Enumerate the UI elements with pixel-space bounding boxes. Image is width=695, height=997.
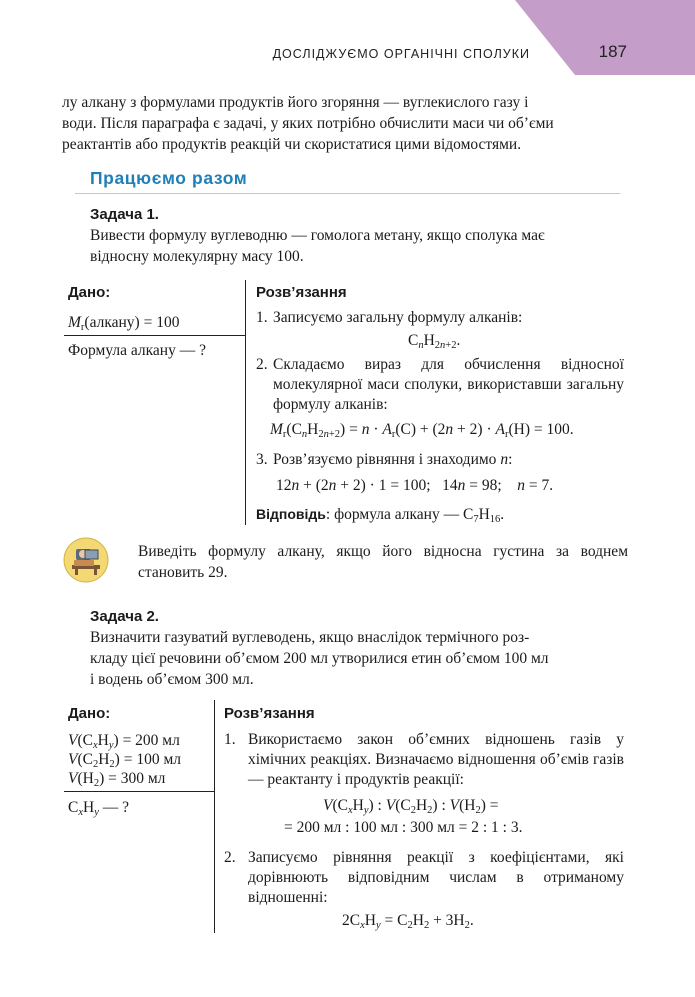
task1-solution-label: Розв’язання	[256, 284, 347, 301]
task1-title: Задача 1.	[90, 206, 159, 223]
task1-vertical-divider	[245, 280, 246, 525]
task2-line-1: Визначити газуватий вуглеводень, якщо внаслідок термічного роз-	[90, 629, 530, 646]
task1-solve-equation: 12n + (2n + 2) · 1 = 100; 14n = 98; n = 7.	[276, 477, 554, 494]
task2-line-2: кладу цієї речовини об’ємом 200 мл утворилися етин об’ємом 100 мл	[90, 650, 549, 667]
task2-reaction-equation: $2C_xH_y = C_2H_2 + 3H_2$.	[342, 912, 474, 931]
header-corner-tab	[515, 0, 695, 75]
task1-line-2: відносну молекулярну масу 100.	[90, 248, 304, 265]
task1-find: Формула алкану — ?	[68, 342, 206, 359]
task1-given-label: Дано:	[68, 284, 111, 301]
task1-mass-equation: $M_r(C_nH_{2n+2}) = n \cdot A_r(C) + (2n + 2) \cdot A_r(H) = 100$.	[270, 421, 574, 440]
task1-given-rule	[64, 335, 246, 336]
task1-answer: Відповідь: формула алкану — $C_7H_{16}$.	[256, 506, 505, 525]
task2-given-2: $V(C_2H_2) = 100$ мл	[68, 751, 182, 770]
task2-statement	[90, 627, 628, 690]
task2-ratio-formula: $V(C_xH_y)$ : $V(C_2H_2)$ : $V(H_2)$ =	[323, 797, 499, 816]
task2-given-3: $V(H_2) = 300$ мл	[68, 770, 166, 789]
task1-step-2: 2. Складаємо вираз для обчислення відносної молекулярної маси сполуки, використавши загальну формулу алканів:	[256, 356, 624, 413]
task2-given-rule	[64, 791, 215, 792]
task2-given-1: $V(C_xH_y) = 200$ мл	[68, 732, 180, 751]
page-number: 187	[598, 42, 627, 61]
section-title: Працюємо разом	[90, 168, 248, 188]
task1-step-3: 3. Розв’язуємо рівняння і знаходимо n:	[256, 451, 513, 468]
task2-ratio-values: = 200 мл : 100 мл : 300 мл = 2 : 1 : 3.	[284, 819, 523, 836]
intro-paragraph	[62, 92, 610, 155]
student-at-desk-icon	[63, 537, 109, 583]
task2-title: Задача 2.	[90, 608, 159, 625]
intro-line-3: реактантів або продуктів реакцій чи скористатися цими відомостями.	[62, 136, 522, 153]
running-title: ДОСЛІДЖУЄМО ОРГАНІЧНІ СПОЛУКИ	[272, 47, 530, 61]
task2-vertical-divider	[214, 700, 215, 933]
task2-solution-label: Розв’язання	[224, 705, 315, 722]
task2-step-1: 1. Використаємо закон об’ємних відношень газів у хімічних реакціях. Визначаємо відношення об’ємів газів — реактанту і продуктів реакції:	[224, 731, 624, 788]
section-divider	[75, 193, 620, 194]
task2-step-2: 2. Записуємо рівняння реакції з коефіцієнтами, які дорівнюють відповідним числам в отриманому відношенні:	[224, 849, 624, 906]
exercise-text: Виведіть формулу алкану, якщо його відносна густина за воднем становить 29.	[138, 543, 628, 581]
task1-step-1: 1. Записуємо загальну формулу алканів:	[256, 309, 523, 326]
task2-find: $C_xH_y$ — ?	[68, 799, 130, 818]
task2-given-label: Дано:	[68, 705, 111, 722]
task2-line-3: і водень об’ємом 300 мл.	[90, 671, 254, 688]
task1-line-1: Вивести формулу вуглеводню — гомолога метану, якщо сполука має	[90, 227, 545, 244]
task1-given-value: $M_r(алкану) = 100$	[68, 314, 180, 333]
intro-line-2: води. Після параграфа є задачі, у яких потрібно обчислити маси чи об’єми	[62, 115, 554, 132]
task1-general-formula: $C_nH_{2n+2}$.	[408, 332, 461, 351]
task1-statement	[90, 225, 628, 267]
intro-line-1: лу алкану з формулами продуктів його згоряння — вуглекислого газу і	[62, 94, 529, 111]
